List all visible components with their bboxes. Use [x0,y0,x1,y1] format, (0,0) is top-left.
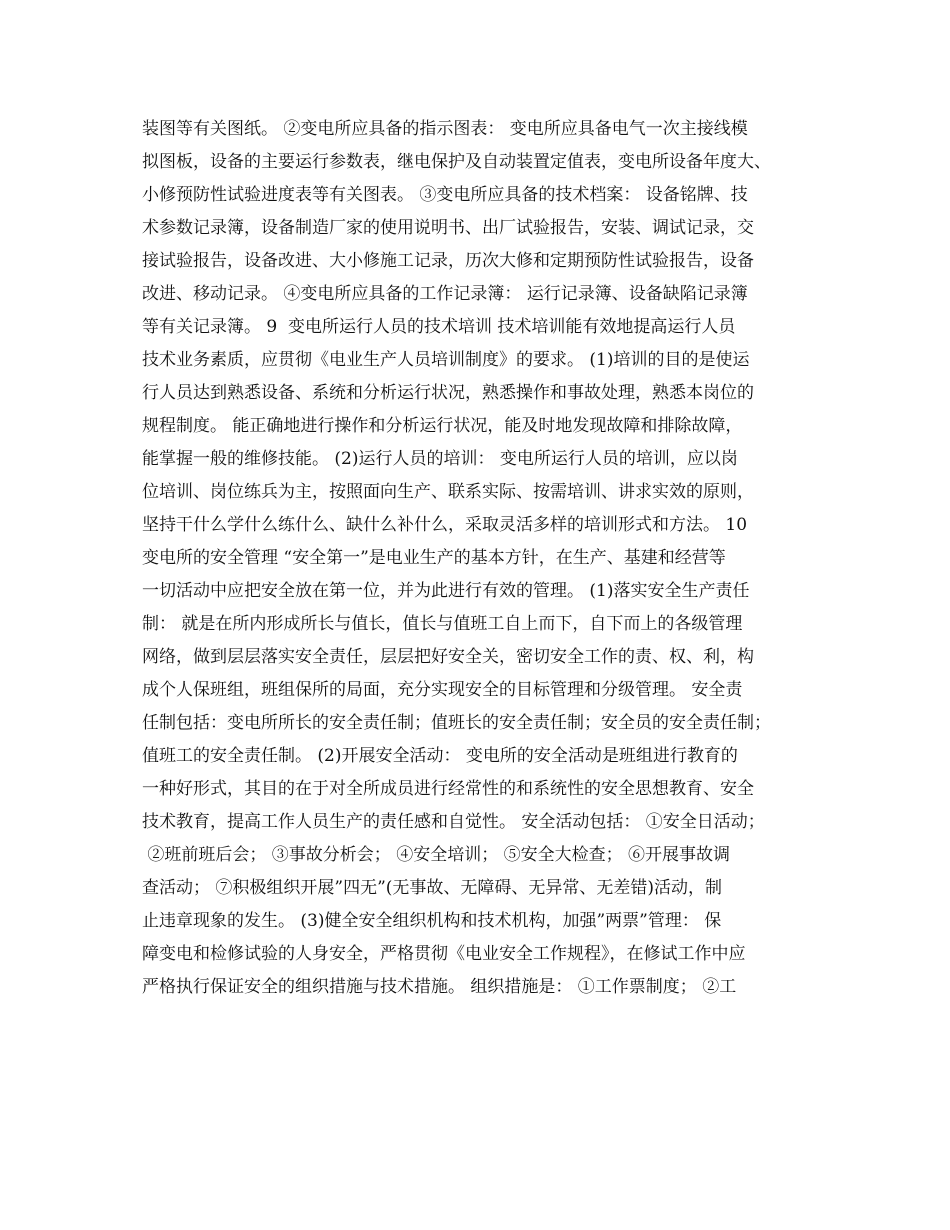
text-line: 变电所的安全管理 “安全第一”是电业生产的基本方针，在生产、基建和经营等 [142,548,726,568]
text-line: 等有关记录簿。 9 变电所运行人员的技术培训 技术培训能有效地提高运行人员 [142,317,736,337]
text-line: 坚持干什么学什么练什么、缺什么补什么，采取灵活多样的培训形式和方法。 10 [142,515,748,535]
body-text [142,113,822,1004]
text-line: 技术教育，提高工作人员生产的责任感和自觉性。 安全活动包括： ①安全日活动； [142,812,765,832]
text-line: 值班工的安全责任制。 (2)开展安全活动： 变电所的安全活动是班组进行教育的 [142,746,738,766]
text-line: 制： 就是在所内形成所长与值长，值长与值班工自上而下，自下而上的各级管理 [142,614,743,634]
text-line: 技术业务素质，应贯彻《电业生产人员培训制度》的要求。 (1)培训的目的是使运 [142,350,750,370]
text-line: 能掌握一般的维修技能。 (2)运行人员的培训： 变电所运行人员的培训，应以岗 [142,449,738,469]
text-line: 一切活动中应把安全放在第一位，并为此进行有效的管理。 (1)落实安全生产责任 [142,581,750,601]
text-line: 查活动； ⑦积极组织开展”四无”(无事故、无障碍、无异常、无差错)活动，制 [142,878,723,898]
text-line: 行人员达到熟悉设备、系统和分析运行状况，熟悉操作和事故处理，熟悉本岗位的 [142,383,754,403]
text-line: 成个人保班组，班组保所的局面，充分实现安全的目标管理和分级管理。 安全责 [142,680,743,700]
text-line: 严格执行保证安全的组织措施与技术措施。 组织措施是： ①工作票制度； ②工 [142,977,737,997]
text-line: 障变电和检修试验的人身安全，严格贯彻《电业安全工作规程》，在修试工作中应 [142,944,746,964]
text-line: 位培训、岗位练兵为主，按照面向生产、联系实际、按需培训、讲求实效的原则， [142,482,754,502]
text-line: 规程制度。 能正确地进行操作和分析运行状况，能及时地发现故障和排除故障， [142,416,743,436]
text-line: 改进、移动记录。 ④变电所应具备的工作记录簿： 运行记录簿、设备缺陷记录簿 [142,284,748,304]
text-line: 任制包括：变电所所长的安全责任制；值班长的安全责任制；安全员的安全责任制； [142,713,771,733]
text-line: 止违章现象的发生。 (3)健全安全组织机构和技术机构，加强”两票”管理： 保 [142,911,722,931]
text-line: ②班前班后会； ③事故分析会； ④安全培训； ⑤安全大检查； ⑥开展事故调 [142,845,731,865]
text-line: 接试验报告，设备改进、大小修施工记录，历次大修和定期预防性试验报告，设备 [142,251,754,271]
text-line: 拟图板，设备的主要运行参数表，继电保护及自动装置定值表，变电所设备年度大、 [142,152,771,172]
text-line: 一种好形式，其目的在于对全所成员进行经常性的和系统性的安全思想教育、安全 [142,779,754,799]
text-line: 小修预防性试验进度表等有关图表。 ③变电所应具备的技术档案： 设备铭牌、技 [142,185,748,205]
text-line: 术参数记录簿，设备制造厂家的使用说明书、出厂试验报告，安装、调试记录，交 [142,218,754,238]
text-line: 网络，做到层层落实安全责任，层层把好安全关，密切安全工作的责、权、利，构 [142,647,754,667]
text-line: 装图等有关图纸。 ②变电所应具备的指示图表： 变电所应具备电气一次主接线模 [142,119,748,139]
